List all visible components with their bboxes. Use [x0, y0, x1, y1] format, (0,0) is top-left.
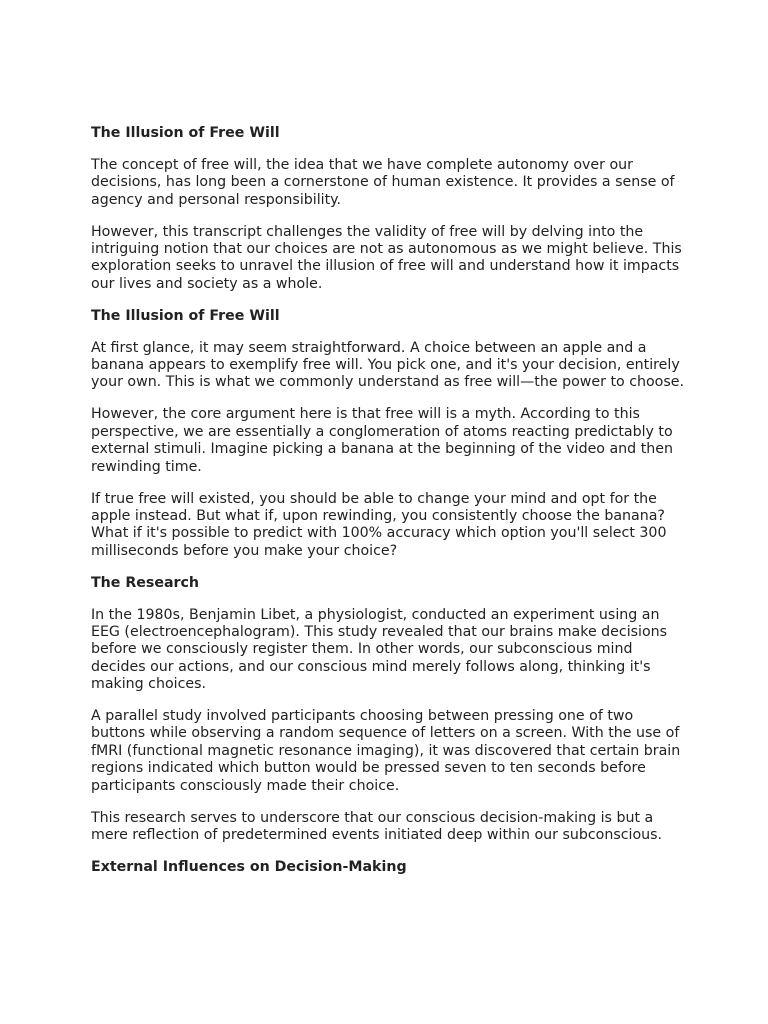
section-heading-illusion-repeat: The Illusion of Free Will	[91, 307, 280, 324]
paragraph-research-conclusion: This research serves to underscore that our conscious decision-making is but a mere reflection of predetermined events initiated deep within our subconscious.	[91, 809, 663, 843]
paragraph-rewind-prediction: If true free will existed, you should be able to change your mind and opt for the apple instead. But what if, upon rewinding, you consistently choose the banana? What if it's possible to predict with 100% accuracy which option you'll select 300 milliseconds before you make your choice?	[91, 490, 667, 559]
section-heading-illusion: The Illusion of Free Will	[91, 125, 280, 141]
paragraph-core-argument: However, the core argument here is that free will is a myth. According to this perspective, we are essentially a conglomeration of atoms reacting predictably to external stimuli. Imagine picking a banana at the beginning of the video and then rewinding time.	[91, 406, 673, 475]
paragraph-transcript-challenge: However, this transcript challenges the validity of free will by delving into the intriguing notion that our choices are not as autonomous as we might believe. This exploration seeks to unravel the illusion of free will and understand how it impacts our lives and society as a whole.	[91, 223, 682, 292]
section-heading-research: The Research	[91, 574, 200, 591]
paragraph-fmri-study: A parallel study involved participants choosing between pressing one of two buttons while observing a random sequence of letters on a screen. With the use of fMRI (functional magnetic resonance imaging), it was discovered that certain brain regions indicated which button would be pressed seven to ten seconds before participants consciously made their choice.	[91, 708, 681, 794]
paragraph-intro-free-will: The concept of free will, the idea that we have complete autonomy over our decisions, has long been a cornerstone of human existence. It provides a sense of agency and personal responsibility.	[91, 156, 675, 208]
paragraph-libet-experiment: In the 1980s, Benjamin Libet, a physiologist, conducted an experiment using an EEG (electroencephalogram). This study revealed that our brains make decisions before we consciously register them. In other words, our subconscious mind decides our actions, and our conscious mind merely follows along, thinking it's making choices.	[91, 606, 668, 693]
paragraph-apple-banana: At first glance, it may seem straightforward. A choice between an apple and a banana appears to exemplify free will. You pick one, and it's your decision, entirely your own. This is what we commonly understand as free will—the power to choose.	[91, 339, 684, 391]
document-page	[91, 125, 691, 891]
section-heading-external-influences: External Influences on Decision-Making	[91, 858, 407, 875]
